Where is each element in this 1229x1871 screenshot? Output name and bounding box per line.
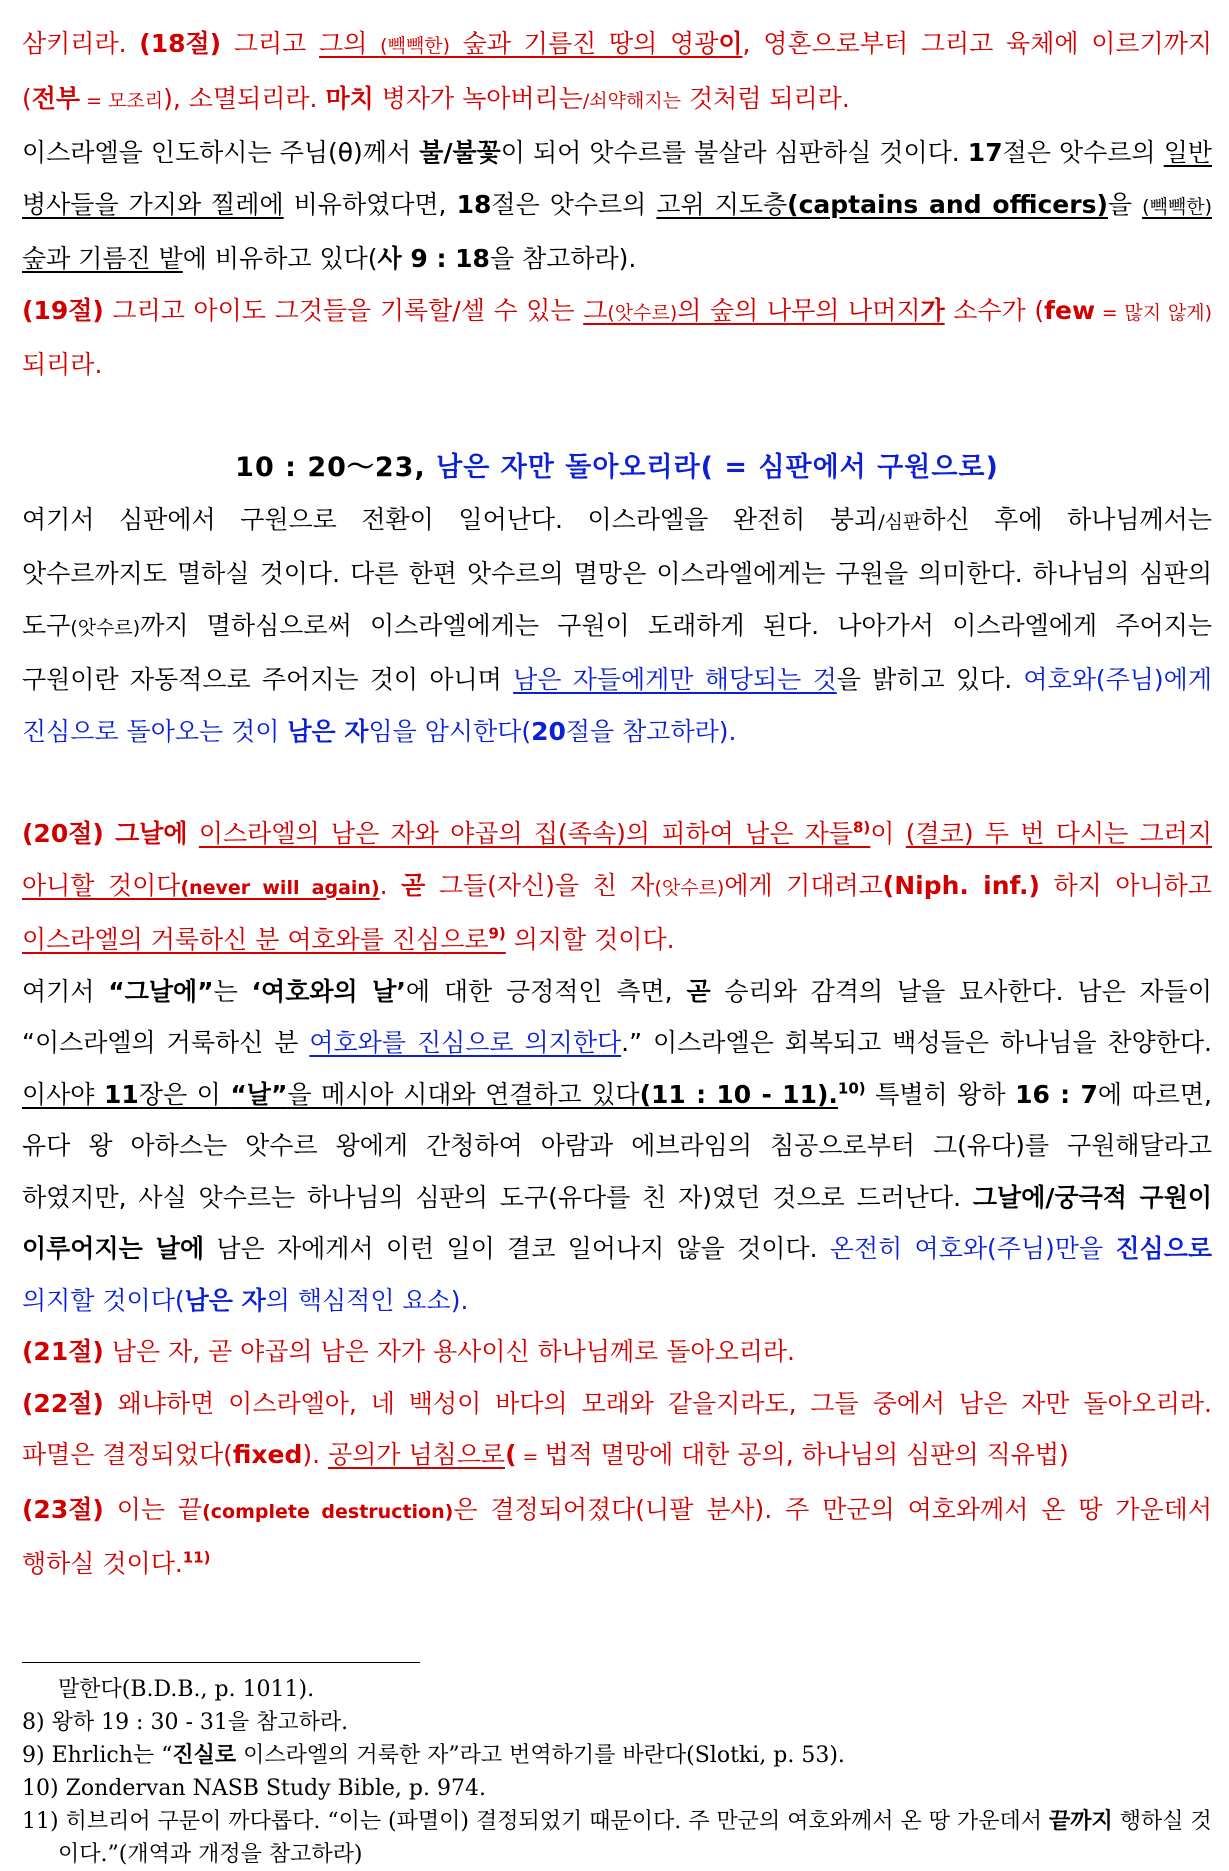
bold-text: 이 — [718, 29, 743, 58]
underlined-phrase — [583, 296, 944, 325]
text: 그의 — [319, 29, 381, 58]
text: 그리고 아이도 그것들을 기록할/셀 수 있는 — [103, 295, 584, 325]
verse-22 — [22, 1378, 1212, 1484]
bold-text: 불/불꽃 — [419, 138, 501, 167]
bold-text: 마치 — [325, 83, 374, 113]
underlined-phrase: 여호와를 진심으로 의지한다 — [309, 1028, 622, 1057]
text: 왜냐하면 이스라엘아, 네 백성이 바다의 모래와 같을지라도, 그들 중에서 남은 자만 돌아오리라. 파멸은 결정되었다( — [22, 1388, 1212, 1469]
small-text: (앗수르) — [654, 876, 725, 899]
small-text: (빽빽한) — [380, 35, 450, 57]
text: 장은 이 — [138, 1079, 231, 1109]
bold-text: 전부 — [31, 83, 81, 113]
bold-text: 곧 — [686, 976, 711, 1006]
bold-text: (Niph. inf.) — [882, 870, 1040, 900]
text: ). — [302, 1440, 329, 1469]
text: 의지할 것이다. — [505, 925, 675, 954]
footnote-ref: 10) — [837, 1079, 866, 1098]
footnote-ref: 8) — [853, 818, 871, 837]
text: 남은 자에게서 이런 일이 결코 일어나지 않을 것이다. — [204, 1234, 830, 1263]
verse-18 — [22, 18, 1212, 127]
verse-number: (22절) — [22, 1388, 104, 1418]
text: 숲과 기름진 땅의 영광 — [450, 29, 719, 58]
bold-text: 진심으로 — [1115, 1234, 1213, 1263]
small-text: (빽빽한) — [1142, 195, 1212, 218]
text: 온전히 여호와(주님)만을 — [829, 1234, 1116, 1263]
footnotes — [22, 1673, 1212, 1871]
bold-text: ‘여호와의 날’ — [251, 976, 406, 1006]
bold-text: 남은 자 — [287, 716, 369, 746]
text: 이 — [870, 819, 906, 848]
underlined-phrase: 일반 병사들을 가지와 찔레에 — [22, 138, 1212, 219]
footnote-11 — [22, 1805, 1212, 1871]
text: . — [379, 870, 402, 900]
text: 것처럼 되리라. — [681, 83, 850, 113]
text: ), 소멸되리라. — [163, 83, 326, 113]
text: 여기서 심판에서 구원으로 전환이 일어난다. 이스라엘을 완전히 붕괴 — [22, 504, 879, 534]
footnote-ref: 11) — [182, 1548, 211, 1567]
footnote-8: 8) 왕하 19 : 30 - 31을 참고하라. — [22, 1710, 349, 1735]
bold-text: 그날에/궁극적 구원이 이루어지는 날에 — [22, 1182, 1212, 1263]
text: 행하실 것이다.”(개역과 개정을 참고하라) — [58, 1809, 1212, 1867]
verse-number: (23절) — [22, 1494, 104, 1524]
small-text: (앗수르) — [70, 616, 141, 639]
text: 이스라엘의 거룩한 자”라고 번역하기를 바란다(Slotki, p. 53). — [236, 1743, 845, 1768]
underlined-phrase — [22, 1080, 838, 1109]
bold-text: “날” — [230, 1079, 288, 1109]
text: 이스라엘을 인도하시는 주님(θ)께서 — [22, 138, 420, 167]
small-text: /심판 — [878, 510, 922, 533]
text: 9) Ehrlich는 “ — [22, 1743, 173, 1768]
footnote-divider — [22, 1662, 420, 1663]
verse-23 — [22, 1484, 1212, 1590]
bold-text: few — [1044, 295, 1096, 325]
small-text: /쇠약해지는 — [582, 89, 682, 112]
bold-text: 사 9 : 18 — [377, 244, 490, 273]
commentary-20-23 — [22, 494, 1212, 758]
text: , 영혼으로부터 그리고 육체에 이르기까지( — [22, 29, 1212, 113]
text: 는 — [213, 976, 252, 1006]
commentary-17-18 — [22, 127, 1212, 285]
small-bold-text: (complete destruction) — [202, 1500, 454, 1523]
spacer — [22, 757, 1212, 808]
bold-text: 가 — [920, 295, 945, 325]
text: 을 메시아 시대와 연결하고 있다 — [287, 1079, 640, 1109]
text: 하지 아니하고 — [1039, 870, 1212, 900]
text — [104, 819, 115, 848]
spacer — [22, 391, 1212, 442]
bold-text: 남은 자 — [184, 1285, 266, 1315]
bold-text: 17 — [967, 138, 1003, 167]
verse-21 — [22, 1326, 1212, 1378]
text: 에 따르면, 유다 왕 아하스는 앗수르 왕에게 간청하여 아람과 에브라임의 침공으로부터 그(유다)를 구원해달라고 하였지만, 사실 앗수르는 하나님의 심판의 도구(유다를 친 자)였던 것으로 드러난다. — [22, 1079, 1212, 1212]
text: 절은 앗수르의 — [491, 189, 657, 219]
small-text: = — [516, 1446, 545, 1468]
bold-text: 18 — [456, 189, 492, 219]
text: 에 대한 긍정적인 측면, — [405, 976, 687, 1006]
text: 병자가 녹아버리는 — [373, 83, 583, 113]
text: .” 이스라엘은 회복되고 백성들은 하나님을 찬양한다. — [621, 1028, 1212, 1057]
underlined-phrase: 고위 지도층 — [656, 189, 788, 219]
text: 삼키리라. — [22, 29, 140, 58]
text: 은 결정되어졌다(니팔 분사). 주 만군의 여호와께서 온 땅 가운데서 행하실 것이다. — [22, 1494, 1212, 1578]
heading-title: 남은 자만 돌아오리라( = 심판에서 구원으로) — [436, 451, 999, 483]
verse-number: (19절) — [22, 295, 104, 325]
text: 절을 참고하라). — [565, 716, 737, 746]
text: 남은 자, 곧 야곱의 남은 자가 용사이신 하나님께로 돌아오리라. — [103, 1337, 795, 1366]
text: 그리고 — [221, 29, 320, 58]
bold-text: fixed — [232, 1440, 303, 1469]
text: 이는 끝 — [103, 1494, 203, 1524]
text: 이사야 — [22, 1079, 105, 1109]
document-body — [22, 18, 1212, 1590]
text: 소수가 ( — [944, 295, 1045, 325]
verse-19 — [22, 285, 1212, 391]
underlined-phrase: 공의가 넘침으로 — [328, 1440, 506, 1469]
underlined-phrase — [319, 29, 742, 58]
heading-reference: 10 : 20～23, — [235, 451, 437, 483]
bold-text: “그날에” — [108, 976, 214, 1006]
footnote-9 — [22, 1739, 1212, 1772]
underlined-phrase: 남은 자들에게만 해당되는 것 — [513, 665, 837, 694]
underlined-phrase — [22, 925, 506, 954]
text: 을 밝히고 있다. — [836, 665, 1024, 694]
text: 을 참고하라). — [489, 244, 637, 273]
text: 이스라엘의 거룩하신 분 여호와를 진심으로 — [22, 925, 489, 954]
text: 절은 앗수르의 — [1002, 138, 1164, 167]
text: 의 숲의 나무의 나머지 — [677, 295, 921, 325]
section-heading — [22, 442, 1212, 494]
bold-text: 끝까지 — [1048, 1808, 1113, 1834]
text: 을 — [1107, 189, 1143, 219]
text: 여호와(주님)에게 진심으로 돌아오는 것이 — [22, 665, 1212, 746]
bold-text: 진실로 — [172, 1742, 237, 1768]
bold-text: 그날에 — [115, 819, 188, 848]
bold-text: 20 — [531, 716, 566, 746]
small-text: = 모조리 — [80, 89, 164, 112]
text — [188, 819, 199, 848]
text: 여기서 — [22, 976, 109, 1006]
bold-text: 곧 — [401, 870, 426, 900]
text: 에 비유하고 있다( — [182, 244, 378, 273]
text: 법적 멸망에 대한 공의, 하나님의 심판의 직유법) — [544, 1440, 1069, 1469]
text: (결코) 두 번 다시는 그러지 아니할 것이다 — [22, 819, 1213, 900]
text: 이스라엘의 남은 자와 야곱의 집(족속)의 피하여 남은 자들 — [198, 819, 853, 848]
underlined-bold-phrase: (captains and officers) — [787, 189, 1108, 219]
commentary-20 — [22, 966, 1212, 1327]
bold-text: 16 : 7 — [1015, 1079, 1098, 1109]
text: 그 — [583, 295, 608, 325]
underlined-phrase — [199, 819, 870, 848]
text: 그들(자신)을 친 자 — [425, 870, 655, 900]
verse-number: (21절) — [22, 1337, 104, 1366]
footnote-continuation: 말한다(B.D.B., p. 1011). — [58, 1677, 315, 1702]
bold-text: ( — [505, 1440, 517, 1469]
verse-number: (18절) — [139, 29, 222, 58]
text: 특별히 왕하 — [865, 1079, 1016, 1109]
text: 11) 히브리어 구문이 까다롭다. “이는 (파멸이) 결정되었기 때문이다. 주 만군의 여호와께서 온 땅 가운데서 — [22, 1809, 1049, 1834]
text: 하신 후에 하나님께서는 앗수르까지도 멸하실 것이다. 다른 한편 앗수르의 멸망은 이스라엘에게는 구원을 의미한다. 하나님의 심판의 도구 — [22, 504, 1212, 640]
text: 의지할 것이다( — [22, 1285, 185, 1315]
small-text: (앗수르) — [607, 301, 678, 324]
text: 까지 멸하심으로써 이스라엘에게는 구원이 도래하게 된다. 나아가서 이스라엘에게 주어지는 구원이란 자동적으로 주어지는 것이 아니며 — [22, 610, 1212, 694]
text: 되리라. — [22, 350, 103, 379]
small-text: = 많지 않게) — [1095, 301, 1212, 324]
text: 에게 기대려고 — [724, 870, 883, 900]
text: 승리와 감격의 날을 묘사한다. 남은 자들이 “이스라엘의 거룩하신 분 — [22, 976, 1212, 1057]
text: 임을 암시한다( — [368, 716, 532, 746]
text: 의 핵심적인 요소). — [265, 1285, 469, 1315]
bold-text: (11 : 10 - 11). — [639, 1079, 838, 1109]
text: 이 되어 앗수르를 불살라 심판하실 것이다. — [500, 138, 968, 167]
text: 숲과 기름진 밭 — [22, 244, 183, 273]
small-bold-text: (never will again) — [180, 876, 380, 899]
verse-20 — [22, 808, 1212, 966]
bold-text: 11 — [104, 1079, 139, 1109]
footnote-10: 10) Zondervan NASB Study Bible, p. 974. — [22, 1776, 486, 1801]
verse-number: (20절) — [22, 819, 104, 848]
footnote-ref: 9) — [488, 924, 506, 943]
text: 비유하였다면, — [283, 189, 457, 219]
